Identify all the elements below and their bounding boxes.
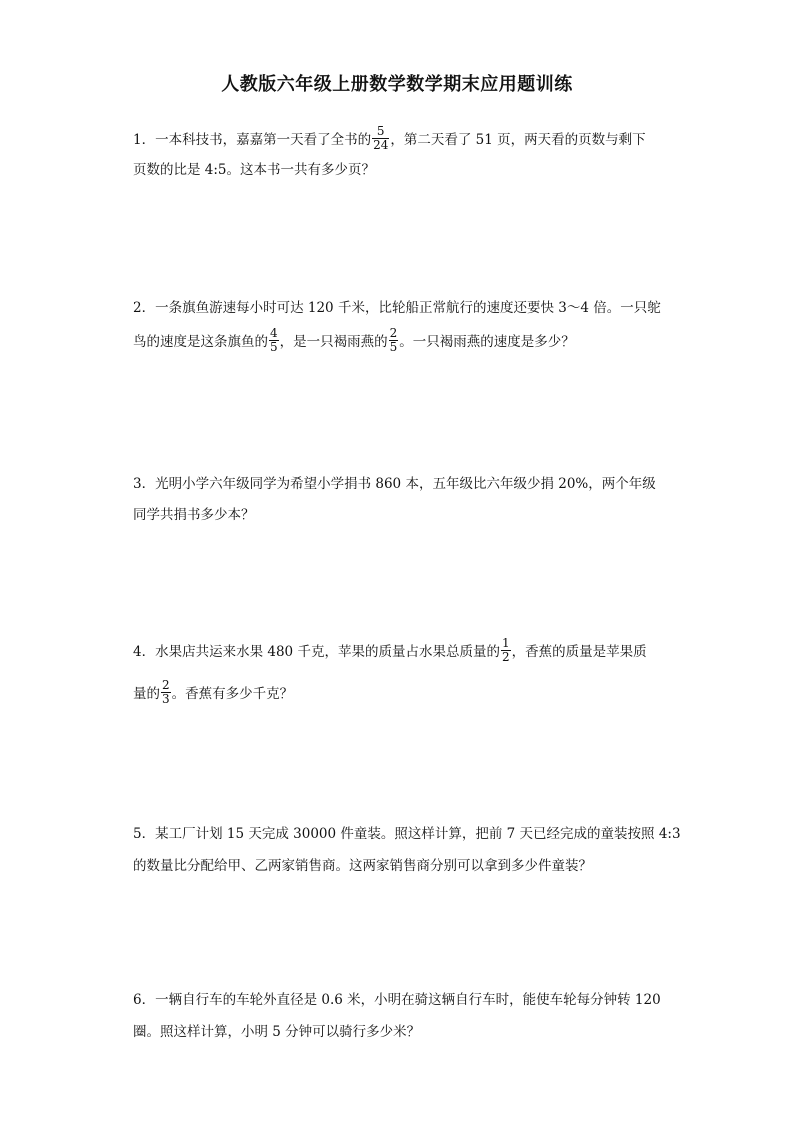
question-2-line-2	[133, 324, 663, 356]
question-5-text-b: 的数量比分配给甲、乙两家销售商。这两家销售商分别可以拿到多少件童装？	[133, 858, 592, 874]
question-6-line-1	[133, 988, 663, 1008]
question-1	[133, 122, 663, 178]
fraction-numerator: 2	[389, 325, 398, 340]
fraction-5-24	[372, 125, 389, 151]
question-4-text-b: ，香蕉的质量是苹果质	[511, 644, 647, 660]
question-3-text-b: 同学共捐书多少本？	[133, 507, 255, 523]
fraction-4-5	[269, 327, 279, 353]
question-4-line-1	[133, 634, 663, 666]
question-4-text-d: 。香蕉有多少千克？	[171, 686, 294, 702]
fraction-denominator: 24	[373, 137, 389, 152]
question-1-line-1	[133, 122, 663, 154]
question-6-line-2	[133, 1020, 663, 1040]
question-4-text-a: 4．水果店共运来水果 480 千克，苹果的质量占水果总质量的	[133, 644, 500, 660]
question-2-text-c: ，是一只褐雨燕的	[279, 334, 388, 350]
fraction-numerator: 1	[501, 635, 510, 650]
question-6-text-b: 圈。照这样计算，小明 5 分钟可以骑行多少米？	[133, 1024, 421, 1040]
page-title: 人教版六年级上册数学数学期末应用题训练	[221, 74, 573, 95]
fraction-numerator: 4	[270, 325, 278, 340]
fraction-denominator: 5	[270, 339, 278, 354]
question-2-text-b: 鸟的速度是这条旗鱼的	[133, 334, 268, 350]
question-4-line-2	[133, 676, 663, 708]
question-1-text-c: 页数的比是 4:5。这本书一共有多少页？	[133, 162, 376, 178]
fraction-denominator: 5	[389, 339, 398, 354]
question-5	[133, 822, 681, 874]
fraction-denominator: 3	[162, 691, 170, 706]
question-3-line-2	[133, 503, 663, 523]
question-4-text-c: 量的	[133, 686, 160, 702]
question-1-text-b: ，第二天看了 51 页，两天看的页数与剩下	[390, 132, 646, 148]
question-5-line-1	[133, 822, 681, 842]
question-1-line-2	[133, 158, 663, 178]
question-5-line-2	[133, 854, 663, 874]
question-2-text-d: 。一只褐雨燕的速度是多少？	[399, 334, 575, 350]
fraction-1-2	[501, 637, 511, 663]
question-3-text-a: 3．光明小学六年级同学为希望小学捐书 860 本，五年级比六年级少捐 20%，两个年级	[133, 476, 656, 492]
question-4	[133, 634, 663, 708]
question-3-line-1	[133, 472, 663, 492]
question-6	[133, 988, 663, 1040]
fraction-numerator: 5	[376, 123, 385, 138]
question-2-line-1	[133, 296, 663, 316]
fraction-2-5	[389, 327, 399, 353]
fraction-numerator: 2	[162, 677, 170, 692]
fraction-2-3	[161, 679, 171, 705]
question-5-text-a: 5．某工厂计划 15 天完成 30000 件童装。照这样计算，把前 7 天已经完成的童装按照 4:3	[133, 826, 681, 842]
question-2-text-a: 2．一条旗鱼游速每小时可达 120 千米，比轮船正常航行的速度还要快 3～4 倍。一只鸵	[133, 300, 661, 316]
fraction-denominator: 2	[501, 649, 510, 664]
question-6-text-a: 6．一辆自行车的车轮外直径是 0.6 米，小明在骑这辆自行车时，能使车轮每分钟转 120	[133, 992, 661, 1008]
question-3	[133, 472, 663, 523]
question-1-text-a: 1．一本科技书，嘉嘉第一天看了全书的	[133, 132, 372, 148]
question-2	[133, 296, 663, 356]
